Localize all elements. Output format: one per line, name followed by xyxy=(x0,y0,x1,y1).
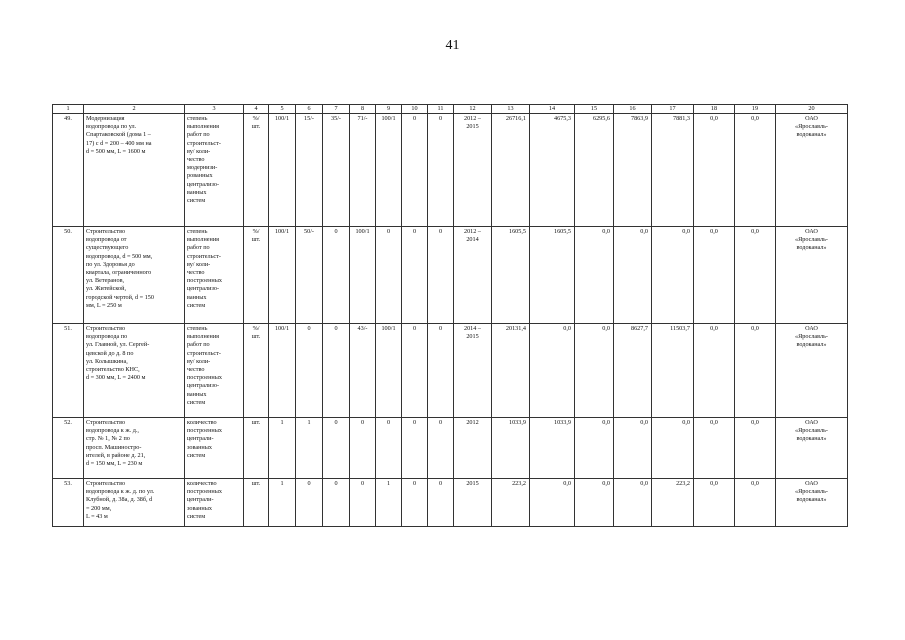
column-number: 16 xyxy=(614,105,652,114)
indicator-description: количество построенных централи- зованных систем xyxy=(185,418,244,479)
executor-cell: ОАО «Ярославль- водоканал» xyxy=(776,479,848,527)
year-value-cell: 0 xyxy=(323,324,350,418)
column-number: 17 xyxy=(652,105,694,114)
year-value-cell: 100/1 xyxy=(350,227,376,324)
column-number: 8 xyxy=(350,105,376,114)
executor-cell: ОАО «Ярославль- водоканал» xyxy=(776,324,848,418)
column-number: 13 xyxy=(492,105,530,114)
year-value-cell: 0 xyxy=(296,324,323,418)
year-value-cell: 0 xyxy=(296,479,323,527)
period-cell: 2012 – 2015 xyxy=(454,114,492,227)
cost-cell: 0,0 xyxy=(735,479,776,527)
column-number: 10 xyxy=(402,105,428,114)
period-cell: 2012 – 2014 xyxy=(454,227,492,324)
unit-cell: шт. xyxy=(244,479,269,527)
total-cost-cell: 1605,5 xyxy=(492,227,530,324)
cost-cell: 0,0 xyxy=(694,479,735,527)
period-cell: 2012 xyxy=(454,418,492,479)
cost-cell: 0,0 xyxy=(614,418,652,479)
project-description: Модернизация водопровода по ул. Спартаковской (дома 1 – 17) с d = 200 – 400 мм на d = 500 мм, L = 1600 м xyxy=(84,114,185,227)
target-value-cell: 1 xyxy=(269,479,296,527)
column-number: 4 xyxy=(244,105,269,114)
total-cost-cell: 20131,4 xyxy=(492,324,530,418)
row-number: 49. xyxy=(53,114,84,227)
cost-cell: 0,0 xyxy=(652,418,694,479)
column-number: 7 xyxy=(323,105,350,114)
cost-cell: 0,0 xyxy=(652,227,694,324)
target-value-cell: 1 xyxy=(269,418,296,479)
table-row xyxy=(53,114,848,227)
column-number: 3 xyxy=(185,105,244,114)
cost-cell: 0,0 xyxy=(530,479,575,527)
year-value-cell: 71/- xyxy=(350,114,376,227)
year-value-cell: 0 xyxy=(402,479,428,527)
column-number: 5 xyxy=(269,105,296,114)
column-number: 14 xyxy=(530,105,575,114)
unit-cell: %/ шт. xyxy=(244,324,269,418)
year-value-cell: 43/- xyxy=(350,324,376,418)
year-value-cell: 0 xyxy=(428,324,454,418)
year-value-cell: 0 xyxy=(323,227,350,324)
year-value-cell: 0 xyxy=(428,418,454,479)
cost-cell: 11503,7 xyxy=(652,324,694,418)
total-cost-cell: 1033,9 xyxy=(492,418,530,479)
column-number-row xyxy=(53,105,848,114)
year-value-cell: 0 xyxy=(402,324,428,418)
column-number: 18 xyxy=(694,105,735,114)
cost-cell: 0,0 xyxy=(575,418,614,479)
period-cell: 2015 xyxy=(454,479,492,527)
year-value-cell: 0 xyxy=(402,114,428,227)
total-cost-cell: 26716,1 xyxy=(492,114,530,227)
indicator-description: степень выполнения работ по строительст- ву/ коли- чество построенных централизо- ванных систем xyxy=(185,227,244,324)
table-row xyxy=(53,227,848,324)
cost-cell: 0,0 xyxy=(530,324,575,418)
cost-cell: 0,0 xyxy=(575,227,614,324)
cost-cell: 0,0 xyxy=(614,479,652,527)
executor-cell: ОАО «Ярославль- водоканал» xyxy=(776,418,848,479)
year-value-cell: 0 xyxy=(428,479,454,527)
year-value-cell: 0 xyxy=(428,227,454,324)
row-number: 51. xyxy=(53,324,84,418)
cost-cell: 0,0 xyxy=(735,114,776,227)
table-row xyxy=(53,324,848,418)
year-value-cell: 0 xyxy=(350,418,376,479)
unit-cell: шт. xyxy=(244,418,269,479)
project-description: Строительство водопровода к ж. д., стр. № 1, № 2 по просп. Машиностро- ителей, в районе д. 21, d = 150 мм, L = 230 м xyxy=(84,418,185,479)
year-value-cell: 0 xyxy=(402,227,428,324)
year-value-cell: 0 xyxy=(402,418,428,479)
target-value-cell: 100/1 xyxy=(269,324,296,418)
year-value-cell: 35/- xyxy=(323,114,350,227)
row-number: 52. xyxy=(53,418,84,479)
year-value-cell: 0 xyxy=(323,479,350,527)
table-row xyxy=(53,479,848,527)
cost-cell: 0,0 xyxy=(735,324,776,418)
column-number: 9 xyxy=(376,105,402,114)
cost-cell: 0,0 xyxy=(575,479,614,527)
cost-cell: 1033,9 xyxy=(530,418,575,479)
year-value-cell: 1 xyxy=(376,479,402,527)
column-number: 19 xyxy=(735,105,776,114)
unit-cell: %/ шт. xyxy=(244,227,269,324)
cost-cell: 0,0 xyxy=(694,418,735,479)
cost-cell: 0,0 xyxy=(614,227,652,324)
year-value-cell: 0 xyxy=(376,418,402,479)
period-cell: 2014 – 2015 xyxy=(454,324,492,418)
target-value-cell: 100/1 xyxy=(269,114,296,227)
executor-cell: ОАО «Ярославль- водоканал» xyxy=(776,227,848,324)
indicator-description: степень выполнения работ по строительст- ву/ коли- чество модернизи- рованных централизо- ванных систем xyxy=(185,114,244,227)
cost-cell: 4675,3 xyxy=(530,114,575,227)
column-number: 15 xyxy=(575,105,614,114)
cost-cell: 0,0 xyxy=(575,324,614,418)
program-table-container xyxy=(52,104,847,527)
table-row xyxy=(53,418,848,479)
program-table xyxy=(52,104,848,527)
column-number: 12 xyxy=(454,105,492,114)
cost-cell: 7863,9 xyxy=(614,114,652,227)
cost-cell: 0,0 xyxy=(694,324,735,418)
target-value-cell: 100/1 xyxy=(269,227,296,324)
cost-cell: 7881,3 xyxy=(652,114,694,227)
cost-cell: 0,0 xyxy=(735,418,776,479)
year-value-cell: 100/1 xyxy=(376,324,402,418)
cost-cell: 6295,6 xyxy=(575,114,614,227)
year-value-cell: 15/- xyxy=(296,114,323,227)
year-value-cell: 1 xyxy=(296,418,323,479)
cost-cell: 0,0 xyxy=(694,227,735,324)
cost-cell: 8627,7 xyxy=(614,324,652,418)
indicator-description: степень выполнения работ по строительст- ву/ коли- чество построенных централизо- ванных систем xyxy=(185,324,244,418)
column-number: 1 xyxy=(53,105,84,114)
project-description: Строительство водопровода от существующего водопровода, d = 500 мм, по ул. Здоровья до квартала, ограниченного ул. Ветеранов, ул. Житейской, городской чертой, d = 150 мм, L = 250 м xyxy=(84,227,185,324)
year-value-cell: 100/1 xyxy=(376,114,402,227)
project-description: Строительство водопровода по ул. Главной, ул. Сергей- цевской до д. 8 по ул. Колышкина, строительство КНС, d = 300 мм, L = 2400 м xyxy=(84,324,185,418)
row-number: 50. xyxy=(53,227,84,324)
year-value-cell: 50/- xyxy=(296,227,323,324)
year-value-cell: 0 xyxy=(323,418,350,479)
row-number: 53. xyxy=(53,479,84,527)
cost-cell: 0,0 xyxy=(735,227,776,324)
cost-cell: 1605,5 xyxy=(530,227,575,324)
indicator-description: количество построенных централи- зованных систем xyxy=(185,479,244,527)
year-value-cell: 0 xyxy=(428,114,454,227)
project-description: Строительство водопровода к ж. д. по ул. Клубной, д. 38а, д. 38б, d = 200 мм, L = 43 м xyxy=(84,479,185,527)
executor-cell: ОАО «Ярославль- водоканал» xyxy=(776,114,848,227)
year-value-cell: 0 xyxy=(350,479,376,527)
column-number: 11 xyxy=(428,105,454,114)
column-number: 6 xyxy=(296,105,323,114)
cost-cell: 223,2 xyxy=(652,479,694,527)
cost-cell: 0,0 xyxy=(694,114,735,227)
column-number: 2 xyxy=(84,105,185,114)
unit-cell: %/ шт. xyxy=(244,114,269,227)
column-number: 20 xyxy=(776,105,848,114)
page-number: 41 xyxy=(445,38,460,53)
year-value-cell: 0 xyxy=(376,227,402,324)
total-cost-cell: 223,2 xyxy=(492,479,530,527)
